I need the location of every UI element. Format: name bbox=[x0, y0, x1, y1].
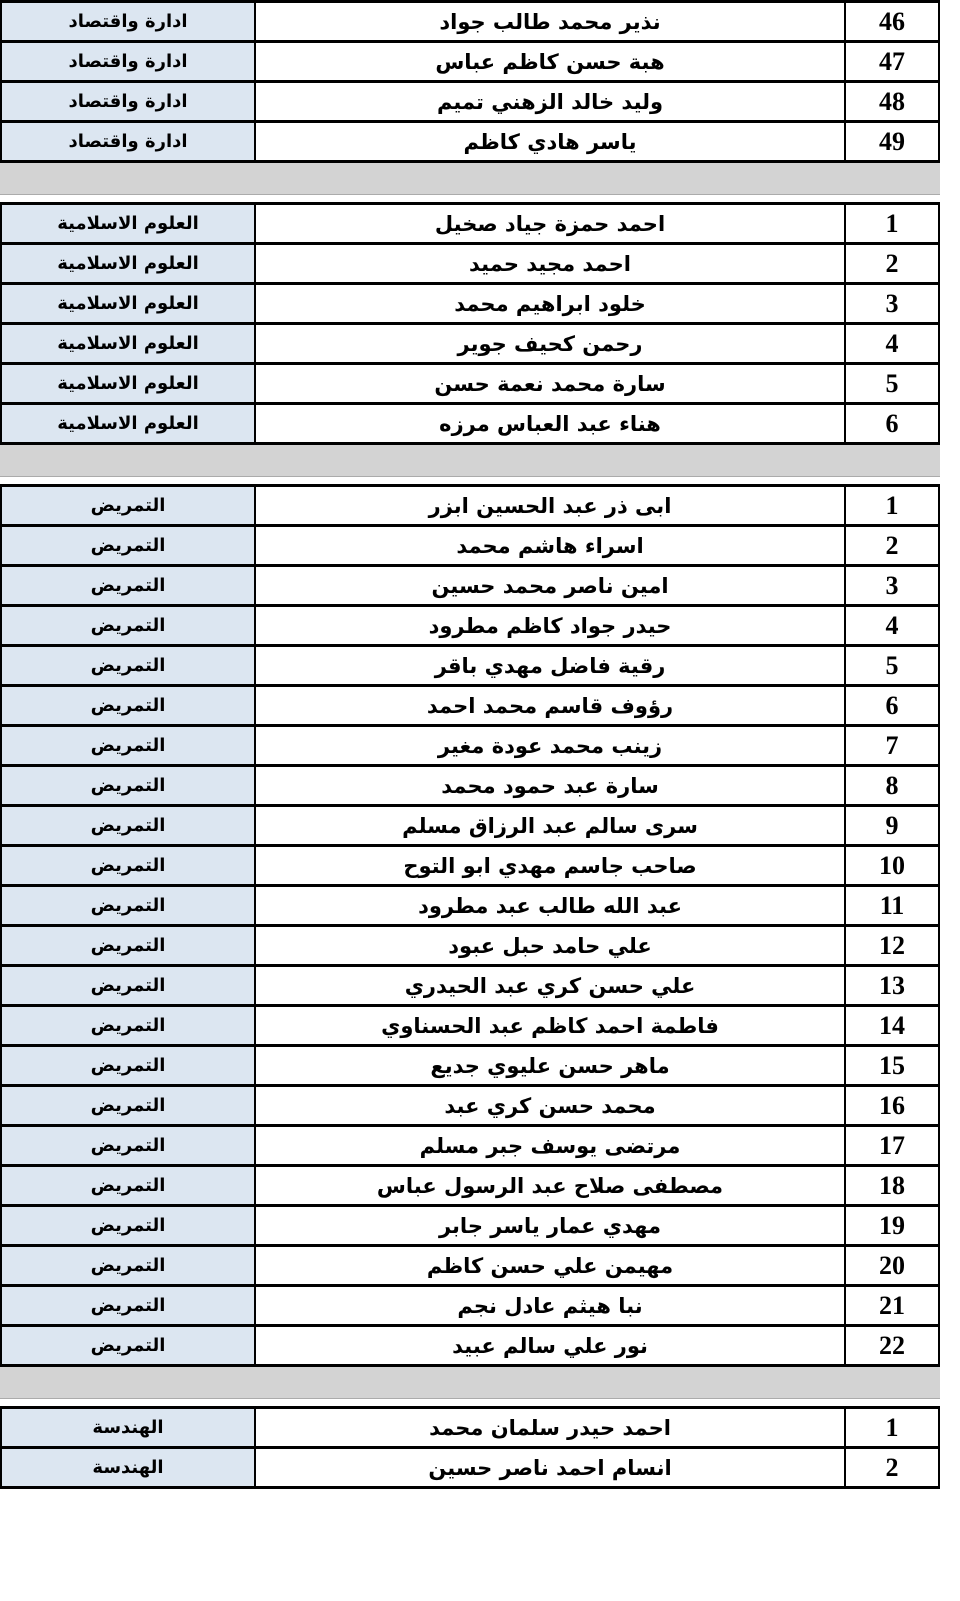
student-name-cell: امين ناصر محمد حسين bbox=[254, 567, 846, 604]
department-cell: ادارة واقتصاد bbox=[2, 43, 254, 80]
row-number-cell: 1 bbox=[885, 208, 899, 238]
table-row bbox=[2, 1449, 938, 1489]
row-number-cell: 48 bbox=[879, 86, 905, 116]
student-name-cell: عبد الله طالب عبد مطرود bbox=[254, 887, 846, 924]
department-cell: ادارة واقتصاد bbox=[2, 83, 254, 120]
row-number-cell: 14 bbox=[879, 1010, 905, 1040]
department-cell: التمريض bbox=[2, 767, 254, 804]
table-row bbox=[2, 847, 938, 887]
student-name-cell: مصطفى صلاح عبد الرسول عباس bbox=[254, 1167, 846, 1204]
student-name-cell: رحمن كحيف جوير bbox=[254, 325, 846, 362]
table-row bbox=[2, 647, 938, 687]
student-name-cell: رؤوف قاسم محمد احمد bbox=[254, 687, 846, 724]
row-number-cell: 2 bbox=[885, 248, 899, 278]
student-name-cell: خلود ابراهيم محمد bbox=[254, 285, 846, 322]
table-row bbox=[2, 687, 938, 727]
department-cell: التمريض bbox=[2, 1327, 254, 1364]
student-name-cell: نور علي سالم عبيد bbox=[254, 1327, 846, 1364]
department-cell: التمريض bbox=[2, 487, 254, 524]
table-row bbox=[2, 365, 938, 405]
department-cell: التمريض bbox=[2, 1167, 254, 1204]
student-name-cell: نذير محمد طالب جواد bbox=[254, 3, 846, 40]
student-name-cell: محمد حسن كري عبد bbox=[254, 1087, 846, 1124]
student-section bbox=[0, 1406, 940, 1489]
student-section bbox=[0, 0, 940, 163]
table-row bbox=[2, 3, 938, 43]
student-name-cell: فاطمة احمد كاظم عبد الحسناوي bbox=[254, 1007, 846, 1044]
department-cell: ادارة واقتصاد bbox=[2, 123, 254, 160]
student-name-cell: رقية فاضل مهدي باقر bbox=[254, 647, 846, 684]
row-number-cell: 3 bbox=[885, 288, 899, 318]
row-number-cell: 7 bbox=[885, 730, 899, 760]
department-cell: التمريض bbox=[2, 727, 254, 764]
row-number-cell: 21 bbox=[879, 1290, 905, 1320]
row-number-cell: 20 bbox=[879, 1250, 905, 1280]
row-number-cell: 9 bbox=[885, 810, 899, 840]
section-separator bbox=[0, 163, 940, 195]
student-name-cell: علي حسن كري عبد الحيدري bbox=[254, 967, 846, 1004]
row-number-cell: 5 bbox=[885, 650, 899, 680]
department-cell: التمريض bbox=[2, 1287, 254, 1324]
student-name-cell: مهدي عمار ياسر جابر bbox=[254, 1207, 846, 1244]
department-cell: العلوم الاسلامية bbox=[2, 405, 254, 442]
table-row bbox=[2, 1207, 938, 1247]
department-cell: العلوم الاسلامية bbox=[2, 325, 254, 362]
department-cell: ادارة واقتصاد bbox=[2, 3, 254, 40]
row-number-cell: 17 bbox=[879, 1130, 905, 1160]
table-row bbox=[2, 205, 938, 245]
table-row bbox=[2, 325, 938, 365]
department-cell: التمريض bbox=[2, 967, 254, 1004]
department-cell: التمريض bbox=[2, 1207, 254, 1244]
section-separator bbox=[0, 445, 940, 477]
table-row bbox=[2, 1047, 938, 1087]
row-number-cell: 19 bbox=[879, 1210, 905, 1240]
row-number-cell: 16 bbox=[879, 1090, 905, 1120]
student-name-cell: ابى ذر عبد الحسين ابزر bbox=[254, 487, 846, 524]
department-cell: التمريض bbox=[2, 687, 254, 724]
table-row bbox=[2, 807, 938, 847]
department-cell: التمريض bbox=[2, 527, 254, 564]
department-cell: العلوم الاسلامية bbox=[2, 205, 254, 242]
row-number-cell: 22 bbox=[879, 1330, 905, 1360]
department-cell: التمريض bbox=[2, 607, 254, 644]
table-row bbox=[2, 245, 938, 285]
department-cell: التمريض bbox=[2, 1127, 254, 1164]
table-row bbox=[2, 1127, 938, 1167]
row-number-cell: 12 bbox=[879, 930, 905, 960]
table-row bbox=[2, 1007, 938, 1047]
table-row bbox=[2, 887, 938, 927]
department-cell: العلوم الاسلامية bbox=[2, 285, 254, 322]
table-row bbox=[2, 1247, 938, 1287]
student-name-cell: انسام احمد ناصر حسين bbox=[254, 1449, 846, 1486]
row-number-cell: 6 bbox=[885, 690, 899, 720]
department-cell: التمريض bbox=[2, 1087, 254, 1124]
table-row bbox=[2, 405, 938, 445]
section-separator bbox=[0, 1367, 940, 1399]
table-row bbox=[2, 1409, 938, 1449]
student-name-cell: صاحب جاسم مهدي ابو التوح bbox=[254, 847, 846, 884]
table-row bbox=[2, 83, 938, 123]
department-cell: التمريض bbox=[2, 887, 254, 924]
student-name-cell: احمد حمزة جياد صخيل bbox=[254, 205, 846, 242]
row-number-cell: 49 bbox=[879, 126, 905, 156]
student-name-cell: سرى سالم عبد الرزاق مسلم bbox=[254, 807, 846, 844]
row-number-cell: 1 bbox=[885, 1412, 899, 1442]
department-cell: العلوم الاسلامية bbox=[2, 245, 254, 282]
row-number-cell: 18 bbox=[879, 1170, 905, 1200]
department-cell: الهندسة bbox=[2, 1449, 254, 1486]
student-name-cell: سارة عبد حمود محمد bbox=[254, 767, 846, 804]
student-section bbox=[0, 202, 940, 445]
row-number-cell: 13 bbox=[879, 970, 905, 1000]
row-number-cell: 10 bbox=[879, 850, 905, 880]
department-cell: التمريض bbox=[2, 1007, 254, 1044]
table-row bbox=[2, 607, 938, 647]
row-number-cell: 47 bbox=[879, 46, 905, 76]
student-name-cell: احمد حيدر سلمان محمد bbox=[254, 1409, 846, 1446]
department-cell: التمريض bbox=[2, 647, 254, 684]
department-cell: العلوم الاسلامية bbox=[2, 365, 254, 402]
table-row bbox=[2, 727, 938, 767]
student-name-cell: مهيمن علي حسن كاظم bbox=[254, 1247, 846, 1284]
student-name-cell: مرتضى يوسف جبر مسلم bbox=[254, 1127, 846, 1164]
table-row bbox=[2, 927, 938, 967]
student-name-cell: حيدر جواد كاظم مطرود bbox=[254, 607, 846, 644]
student-name-cell: هبة حسن كاظم عباس bbox=[254, 43, 846, 80]
student-name-cell: زينب محمد عودة مغير bbox=[254, 727, 846, 764]
student-name-cell: اسراء هاشم محمد bbox=[254, 527, 846, 564]
row-number-cell: 5 bbox=[885, 368, 899, 398]
row-number-cell: 46 bbox=[879, 6, 905, 36]
table-row bbox=[2, 1287, 938, 1327]
table-row bbox=[2, 43, 938, 83]
table-row bbox=[2, 527, 938, 567]
student-name-cell: نبا هيثم عادل نجم bbox=[254, 1287, 846, 1324]
row-number-cell: 8 bbox=[885, 770, 899, 800]
department-cell: التمريض bbox=[2, 1247, 254, 1284]
table-row bbox=[2, 285, 938, 325]
row-number-cell: 11 bbox=[879, 890, 905, 920]
row-number-cell: 4 bbox=[885, 610, 899, 640]
row-number-cell: 6 bbox=[885, 408, 899, 438]
table-row bbox=[2, 123, 938, 163]
department-cell: التمريض bbox=[2, 567, 254, 604]
student-name-cell: ماهر حسن عليوي جديع bbox=[254, 1047, 846, 1084]
student-name-cell: وليد خالد الزهني تميم bbox=[254, 83, 846, 120]
student-name-cell: ياسر هادي كاظم bbox=[254, 123, 846, 160]
row-number-cell: 3 bbox=[885, 570, 899, 600]
department-cell: التمريض bbox=[2, 807, 254, 844]
table-row bbox=[2, 767, 938, 807]
row-number-cell: 4 bbox=[885, 328, 899, 358]
student-name-cell: احمد مجيد حميد bbox=[254, 245, 846, 282]
table-row bbox=[2, 567, 938, 607]
department-cell: التمريض bbox=[2, 927, 254, 964]
table-row bbox=[2, 967, 938, 1007]
student-name-cell: علي حامد حبل عبود bbox=[254, 927, 846, 964]
row-number-cell: 15 bbox=[879, 1050, 905, 1080]
table-row bbox=[2, 1167, 938, 1207]
department-cell: التمريض bbox=[2, 847, 254, 884]
table-row bbox=[2, 1087, 938, 1127]
student-name-cell: سارة محمد نعمة حسن bbox=[254, 365, 846, 402]
department-cell: التمريض bbox=[2, 1047, 254, 1084]
table-row bbox=[2, 487, 938, 527]
row-number-cell: 2 bbox=[885, 530, 899, 560]
department-cell: الهندسة bbox=[2, 1409, 254, 1446]
row-number-cell: 2 bbox=[885, 1452, 899, 1482]
student-name-cell: هناء عبد العباس مرزه bbox=[254, 405, 846, 442]
row-number-cell: 1 bbox=[885, 490, 899, 520]
student-section bbox=[0, 484, 940, 1367]
table-row bbox=[2, 1327, 938, 1367]
